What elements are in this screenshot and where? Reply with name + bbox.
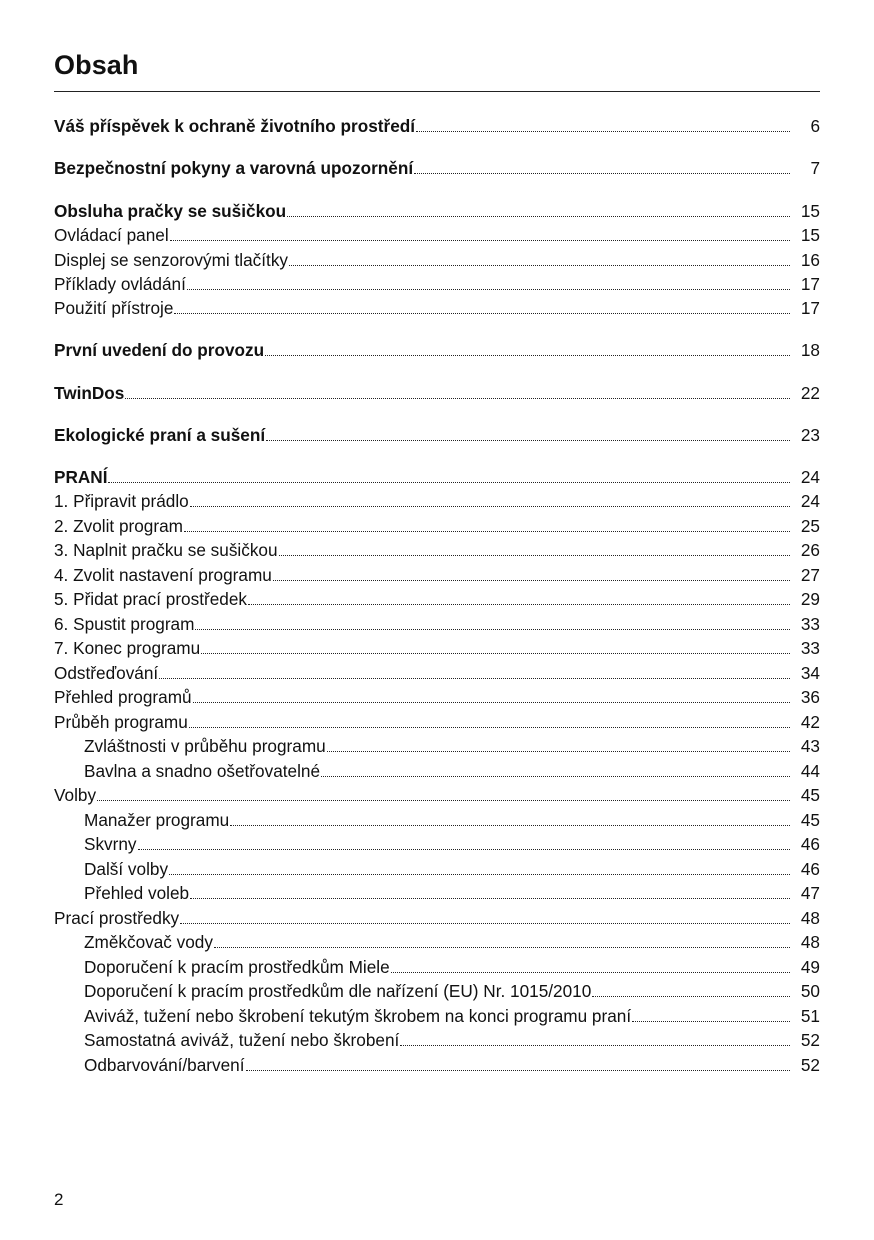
toc-dot-leader xyxy=(289,265,790,266)
toc-entry-page: 45 xyxy=(800,810,820,830)
toc-entry-page: 45 xyxy=(800,785,820,805)
toc-dot-leader xyxy=(170,240,790,241)
toc-entry-label: 5. Přidat prací prostředek xyxy=(54,589,247,609)
toc-dot-leader xyxy=(321,776,790,777)
toc-entry-label: Manažer programu xyxy=(84,810,230,830)
toc-entry-page: 25 xyxy=(800,516,820,536)
toc-dot-leader xyxy=(414,173,790,174)
toc-entry-page: 27 xyxy=(800,565,820,585)
toc-entry-label: 3. Naplnit pračku se sušičkou xyxy=(54,540,278,560)
toc-entry-label: Odstřeďování xyxy=(54,663,159,683)
toc-entry-label: Samostatná aviváž, tužení nebo škrobení xyxy=(84,1030,400,1050)
toc-entry-page: 51 xyxy=(800,1006,820,1026)
toc-entry[interactable] xyxy=(54,296,820,320)
toc-entry-page: 48 xyxy=(800,932,820,952)
toc-entry-label: Průběh programu xyxy=(54,712,188,732)
toc-dot-leader xyxy=(97,800,790,801)
toc-entry[interactable] xyxy=(54,685,820,709)
toc-entry-label: Ekologické praní a sušení xyxy=(54,425,266,445)
toc-entry[interactable] xyxy=(54,338,820,362)
toc-entry[interactable] xyxy=(54,423,820,447)
toc-dot-leader xyxy=(266,440,790,441)
toc-entry-page: 17 xyxy=(800,298,820,318)
toc-entry-page: 33 xyxy=(800,614,820,634)
toc-dot-leader xyxy=(159,678,790,679)
toc-entry-label: Bezpečnostní pokyny a varovná upozornění xyxy=(54,158,414,178)
toc-entry[interactable] xyxy=(54,1053,820,1077)
toc-entry[interactable] xyxy=(54,199,820,223)
toc-dot-leader xyxy=(190,898,790,899)
toc-entry[interactable] xyxy=(54,381,820,405)
toc-entry[interactable] xyxy=(54,1004,820,1028)
toc-entry-page: 47 xyxy=(800,883,820,903)
toc-entry-label: Doporučení k pracím prostředkům dle nařízení (EU) Nr. 1015/2010 xyxy=(84,981,592,1001)
toc-dot-leader xyxy=(327,751,790,752)
toc-dot-leader xyxy=(632,1021,790,1022)
page-title: Obsah xyxy=(54,50,139,80)
toc-entry-label: Přehled programů xyxy=(54,687,192,707)
toc-entry-page: 7 xyxy=(810,158,820,178)
toc-dot-leader xyxy=(138,849,790,850)
toc-entry-label: 2. Zvolit program xyxy=(54,516,183,536)
toc-dot-leader xyxy=(174,313,790,314)
toc-entry-page: 18 xyxy=(800,340,820,360)
toc-entry[interactable] xyxy=(54,832,820,856)
toc-entry-label: Zvláštnosti v průběhu programu xyxy=(84,736,326,756)
toc-entry[interactable] xyxy=(54,979,820,1003)
toc-entry[interactable] xyxy=(54,661,820,685)
toc-entry-page: 46 xyxy=(800,859,820,879)
toc-entry-label: TwinDos xyxy=(54,383,125,403)
toc-entry-label: Ovládací panel xyxy=(54,225,169,245)
toc-entry-page: 23 xyxy=(800,425,820,445)
toc-entry-page: 42 xyxy=(800,712,820,732)
toc-entry-label: Skvrny xyxy=(84,834,137,854)
toc-entry-label: Použití přístroje xyxy=(54,298,174,318)
toc-dot-leader xyxy=(265,355,790,356)
toc-entry-page: 15 xyxy=(800,225,820,245)
toc-entry-label: Bavlna a snadno ošetřovatelné xyxy=(84,761,321,781)
page-number: 2 xyxy=(54,1190,64,1209)
toc-entry-label: Obsluha pračky se sušičkou xyxy=(54,201,287,221)
toc-entry-page: 52 xyxy=(800,1055,820,1075)
toc-entry[interactable] xyxy=(54,223,820,247)
toc-dot-leader xyxy=(416,131,790,132)
toc-dot-leader xyxy=(400,1045,790,1046)
toc-dot-leader xyxy=(230,825,790,826)
toc-entry-label: 7. Konec programu xyxy=(54,638,201,658)
toc-entry[interactable] xyxy=(54,156,820,180)
toc-dot-leader xyxy=(279,555,790,556)
toc-entry-page: 34 xyxy=(800,663,820,683)
toc-entry-page: 24 xyxy=(800,491,820,511)
toc-entry-page: 48 xyxy=(800,908,820,928)
toc-entry-label: Prací prostředky xyxy=(54,908,180,928)
toc-entry[interactable] xyxy=(54,734,820,758)
toc-entry-page: 49 xyxy=(800,957,820,977)
toc-entry[interactable] xyxy=(54,636,820,660)
toc-entry-label: Odbarvování/barvení xyxy=(84,1055,245,1075)
toc-entry-page: 26 xyxy=(800,540,820,560)
toc-entry-page: 15 xyxy=(800,201,820,221)
toc-dot-leader xyxy=(273,580,790,581)
toc-entry-label: Volby xyxy=(54,785,97,805)
toc-entry-label: Váš příspěvek k ochraně životního prostředí xyxy=(54,116,416,136)
toc-entry[interactable] xyxy=(54,514,820,538)
toc-entry-page: 43 xyxy=(800,736,820,756)
toc-entry[interactable] xyxy=(54,612,820,636)
toc-entry-label: První uvedení do provozu xyxy=(54,340,265,360)
toc-entry[interactable] xyxy=(54,1028,820,1052)
toc-entry-page: 17 xyxy=(800,274,820,294)
toc-dot-leader xyxy=(180,923,790,924)
toc-dot-leader xyxy=(189,727,790,728)
toc-entry-label: Doporučení k pracím prostředkům Miele xyxy=(84,957,390,977)
toc-dot-leader xyxy=(195,629,790,630)
toc-entry[interactable] xyxy=(54,710,820,734)
toc-dot-leader xyxy=(125,398,790,399)
toc-entry[interactable] xyxy=(54,563,820,587)
toc-dot-leader xyxy=(201,653,790,654)
toc-entry-page: 6 xyxy=(810,116,820,136)
toc-entry[interactable] xyxy=(54,881,820,905)
toc-entry[interactable] xyxy=(54,857,820,881)
toc-entry-page: 22 xyxy=(800,383,820,403)
toc-dot-leader xyxy=(592,996,790,997)
toc-entry-label: Aviváž, tužení nebo škrobení tekutým škrobem na konci programu praní xyxy=(84,1006,632,1026)
toc-entry[interactable] xyxy=(54,587,820,611)
toc-entry-label: Příklady ovládání xyxy=(54,274,186,294)
toc-dot-leader xyxy=(169,874,790,875)
toc-entry-page: 46 xyxy=(800,834,820,854)
toc-entry[interactable] xyxy=(54,783,820,807)
toc-dot-leader xyxy=(184,531,790,532)
toc-entry[interactable] xyxy=(54,489,820,513)
toc-entry-label: 4. Zvolit nastavení programu xyxy=(54,565,272,585)
toc-entry[interactable] xyxy=(54,114,820,138)
toc-entry-page: 50 xyxy=(800,981,820,1001)
toc-entry[interactable] xyxy=(54,272,820,296)
toc-entry[interactable] xyxy=(54,930,820,954)
toc-entry-page: 24 xyxy=(800,467,820,487)
toc-entry-page: 36 xyxy=(800,687,820,707)
toc-entry-page: 16 xyxy=(800,250,820,270)
toc-dot-leader xyxy=(193,702,790,703)
toc-dot-leader xyxy=(214,947,790,948)
toc-entry[interactable] xyxy=(54,955,820,979)
toc-entry[interactable] xyxy=(54,808,820,832)
toc-dot-leader xyxy=(108,482,790,483)
toc-dot-leader xyxy=(248,604,790,605)
toc-dot-leader xyxy=(246,1070,790,1071)
toc-entry-label: Přehled voleb xyxy=(84,883,190,903)
toc-entry-label: Změkčovač vody xyxy=(84,932,213,952)
toc-entry-label: 6. Spustit program xyxy=(54,614,195,634)
toc-dot-leader xyxy=(190,506,790,507)
toc-entry-page: 29 xyxy=(800,589,820,609)
toc-entry-label: Další volby xyxy=(84,859,169,879)
toc-entry[interactable] xyxy=(54,538,820,562)
toc-entry[interactable] xyxy=(54,465,820,489)
toc-dot-leader xyxy=(391,972,790,973)
toc-entry-label: Displej se senzorovými tlačítky xyxy=(54,250,289,270)
toc-entry-page: 44 xyxy=(800,761,820,781)
toc-entry[interactable] xyxy=(54,248,820,272)
toc-entry-page: 52 xyxy=(800,1030,820,1050)
toc-entry-label: 1. Připravit prádlo xyxy=(54,491,189,511)
toc-entry-page: 33 xyxy=(800,638,820,658)
toc-entry[interactable] xyxy=(54,759,820,783)
toc-entry-label: PRANÍ xyxy=(54,467,108,487)
toc-dot-leader xyxy=(287,216,790,217)
toc-dot-leader xyxy=(187,289,790,290)
toc-entry[interactable] xyxy=(54,906,820,930)
